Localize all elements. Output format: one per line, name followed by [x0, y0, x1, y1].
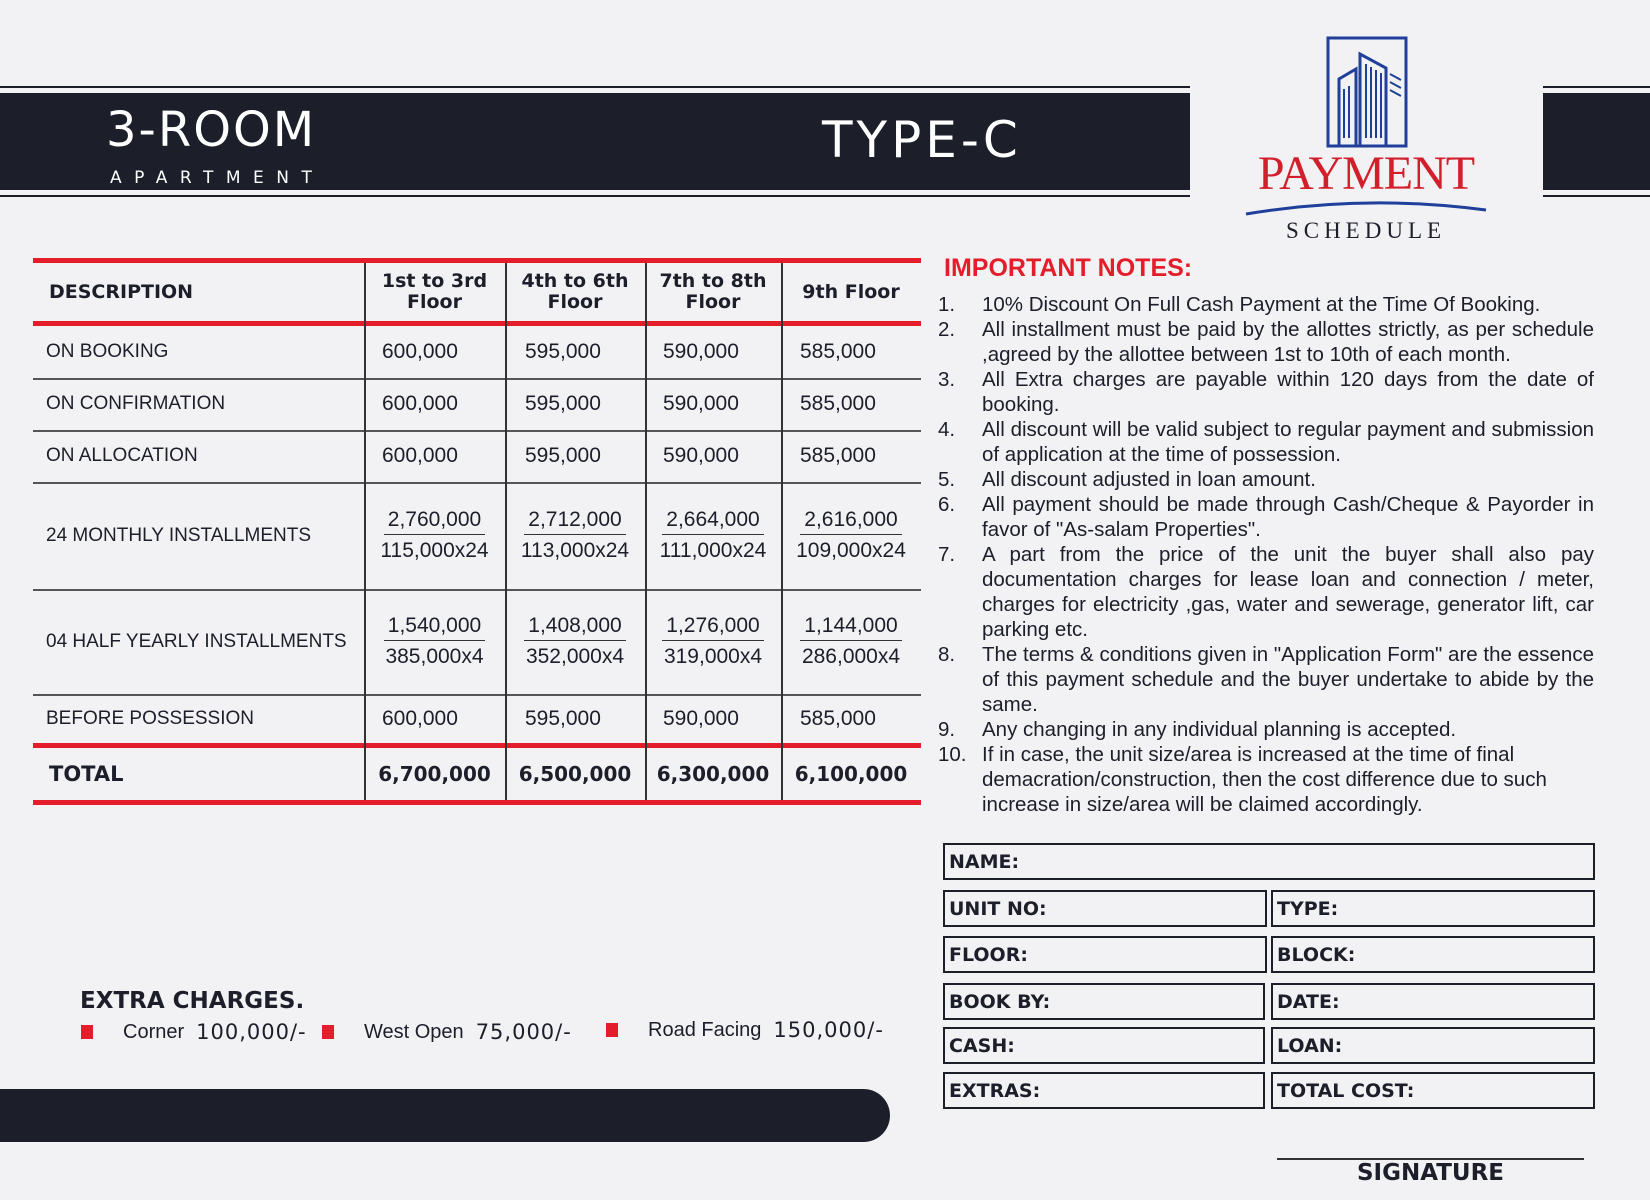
note-item: [938, 367, 1594, 417]
row-value: 595,000: [525, 444, 601, 467]
note-number: 2.: [938, 318, 956, 341]
date-field[interactable]: DATE:: [1271, 983, 1595, 1020]
header-line: 7th to 8th: [659, 270, 767, 292]
header-floor-1-3: [364, 263, 505, 321]
installment-cell: [645, 589, 781, 694]
extra-charge-west-open: [322, 1020, 572, 1044]
note-number: 7.: [938, 543, 956, 566]
installment-breakdown: 319,000x4: [663, 645, 763, 668]
extra-charge-label: West Open: [364, 1020, 464, 1043]
note-item: [938, 492, 1594, 542]
logo-swoosh-icon: [1236, 198, 1496, 218]
loan-field[interactable]: LOAN:: [1271, 1027, 1595, 1064]
installment-total: 1,540,000: [384, 614, 485, 641]
row-value: 590,000: [663, 340, 739, 363]
table-bottom-rule: [33, 800, 921, 805]
header-floor-9: [781, 263, 921, 321]
note-item: [938, 417, 1594, 467]
extra-charge-amount: 75,000/-: [475, 1020, 572, 1044]
cash-field[interactable]: CASH:: [943, 1027, 1265, 1064]
installment-breakdown: 115,000x24: [380, 539, 489, 562]
installment-total: 2,616,000: [800, 508, 901, 535]
note-text: All discount adjusted in loan amount.: [982, 468, 1316, 491]
extra-charge-road-facing: [606, 1018, 884, 1042]
installment-cell: [364, 589, 505, 694]
row-value: 590,000: [663, 444, 739, 467]
installment-total: 2,712,000: [524, 508, 625, 535]
row-value: 595,000: [525, 706, 601, 730]
note-text: A part from the price of the unit the buyer shall also pay documentation charges for lease loan and connection / meter, charges for electricity ,gas, water and sewerage, generator lift, car parking etc.: [982, 543, 1594, 641]
header-line: 4th to 6th: [521, 270, 629, 292]
installment-cell: [781, 589, 921, 694]
installment-breakdown: 385,000x4: [385, 645, 484, 668]
note-text: Any changing in any individual planning is accepted.: [982, 718, 1457, 741]
installment-total: 2,664,000: [662, 508, 763, 535]
note-number: 9.: [938, 718, 956, 741]
note-text: All Extra charges are payable within 120 days from the date of booking.: [982, 368, 1594, 416]
note-text: All discount will be valid subject to regular payment and submission of application at the time of possession.: [982, 418, 1594, 466]
unit-no-field[interactable]: UNIT NO:: [943, 890, 1267, 927]
bullet-square-icon: [81, 1025, 93, 1039]
row-label: 24 MONTHLY INSTALLMENTS: [46, 524, 312, 546]
extras-field[interactable]: EXTRAS:: [943, 1072, 1265, 1109]
note-number: 10.: [938, 743, 967, 766]
extra-charge-label: Corner: [123, 1020, 185, 1043]
block-field[interactable]: BLOCK:: [1271, 936, 1595, 973]
header-band-right: [1543, 93, 1650, 190]
note-number: 8.: [938, 643, 956, 666]
header-top-rule-left: [0, 86, 1190, 88]
installment-breakdown: 111,000x24: [659, 539, 767, 562]
row-value: 600,000: [382, 706, 458, 730]
header-line: 9th Floor: [802, 280, 900, 303]
logo-payment-text: PAYMENT: [1257, 147, 1475, 200]
header-floor-7-8: [645, 263, 781, 321]
note-item: [938, 467, 1594, 492]
note-item: [938, 542, 1594, 642]
logo-schedule-text: SCHEDULE: [1285, 218, 1447, 243]
note-text: The terms & conditions given in "Application Form" are the essence of this payment schedule and the buyer undertake to abide by the same.: [982, 643, 1594, 716]
row-label: 04 HALF YEARLY INSTALLMENTS: [46, 630, 347, 652]
total-value: 6,300,000: [656, 762, 770, 786]
extra-charge-corner: [81, 1020, 307, 1044]
row-value: 600,000: [382, 444, 458, 467]
note-item: [938, 717, 1594, 742]
total-value: 6,500,000: [518, 762, 632, 786]
extra-charge-amount: 100,000/-: [196, 1020, 307, 1044]
book-by-field[interactable]: BOOK BY:: [943, 983, 1265, 1020]
row-label: BEFORE POSSESSION: [46, 707, 254, 729]
total-label: TOTAL: [49, 762, 124, 786]
name-field[interactable]: NAME:: [943, 843, 1595, 880]
note-number: 1.: [938, 293, 956, 316]
note-item: [938, 292, 1594, 317]
installment-breakdown: 113,000x24: [520, 539, 630, 562]
note-text: If in case, the unit size/area is increased at the time of final demacration/construction, then the cost difference due to such increase in size/area will be claimed accordingly.: [982, 743, 1547, 816]
floor-field[interactable]: FLOOR:: [943, 936, 1267, 973]
note-text: All installment must be paid by the allottes strictly, as per schedule ,agreed by the allottee between 1st to 10th of each month.: [982, 318, 1594, 366]
row-value: 585,000: [800, 444, 876, 467]
installment-cell: [505, 482, 645, 589]
header-line: Floor: [407, 291, 462, 313]
note-item: [938, 642, 1594, 717]
type-field[interactable]: TYPE:: [1271, 890, 1595, 927]
header-line: Floor: [547, 291, 603, 313]
row-value: 600,000: [382, 392, 458, 415]
header-line: 1st to 3rd: [381, 270, 488, 292]
header-bottom-rule-left: [0, 195, 1190, 197]
apartment-type: TYPE-C: [822, 111, 1022, 169]
installment-total: 1,408,000: [524, 614, 625, 641]
row-value: 600,000: [382, 340, 458, 363]
row-value: 595,000: [525, 392, 601, 415]
payment-schedule-logo: [1236, 34, 1496, 250]
apartment-title: 3-ROOM: [106, 102, 317, 158]
extra-charge-amount: 150,000/-: [773, 1018, 884, 1042]
installment-total: 1,276,000: [662, 614, 763, 641]
important-notes-title: IMPORTANT NOTES:: [944, 254, 1193, 282]
header-bottom-rule-right: [1543, 195, 1650, 197]
header-description-label: DESCRIPTION: [49, 280, 194, 303]
note-text: All payment should be made through Cash/Cheque & Payorder in favor of "As-salam Properties".: [982, 493, 1594, 541]
row-value: 590,000: [663, 706, 739, 730]
installment-breakdown: 286,000x4: [801, 645, 901, 668]
note-number: 3.: [938, 368, 956, 391]
header-line: Floor: [685, 291, 741, 313]
installment-breakdown: 352,000x4: [525, 645, 625, 668]
header-floor-4-6: [505, 263, 645, 321]
bullet-square-icon: [606, 1023, 618, 1037]
installment-total: 1,144,000: [800, 614, 901, 641]
footer-bar: [0, 1089, 890, 1142]
apartment-subtitle: APARTMENT: [110, 168, 325, 188]
header-top-rule-right: [1543, 86, 1650, 88]
note-item: [938, 317, 1594, 367]
signature-label: SIGNATURE: [1356, 1160, 1505, 1186]
note-number: 5.: [938, 468, 956, 491]
row-label: ON CONFIRMATION: [46, 393, 226, 414]
note-item: [938, 742, 1594, 817]
row-label: ON ALLOCATION: [46, 445, 198, 466]
row-label: ON BOOKING: [46, 341, 169, 362]
building-logo-icon: [1236, 34, 1496, 154]
extra-charges-title: EXTRA CHARGES.: [80, 988, 305, 1014]
total-cost-field[interactable]: TOTAL COST:: [1271, 1072, 1595, 1109]
note-number: 4.: [938, 418, 956, 441]
installment-cell: [364, 482, 505, 589]
important-notes-list: [938, 292, 1594, 817]
bullet-square-icon: [322, 1025, 334, 1039]
note-text: 10% Discount On Full Cash Payment at the Time Of Booking.: [982, 293, 1541, 316]
installment-cell: [505, 589, 645, 694]
total-value: 6,100,000: [794, 762, 908, 786]
installment-cell: [645, 482, 781, 589]
row-value: 585,000: [800, 340, 876, 363]
installment-breakdown: 109,000x24: [796, 539, 906, 562]
row-value: 595,000: [525, 340, 601, 363]
extra-charge-label: Road Facing: [648, 1018, 762, 1041]
installment-total: 2,760,000: [384, 508, 485, 535]
row-value: 585,000: [800, 392, 876, 415]
row-value: 590,000: [663, 392, 739, 415]
installment-cell: [781, 482, 921, 589]
total-value: 6,700,000: [378, 762, 491, 786]
row-value: 585,000: [800, 706, 876, 730]
payment-schedule-table: [33, 258, 921, 808]
note-number: 6.: [938, 493, 956, 516]
header-description: [33, 263, 364, 321]
